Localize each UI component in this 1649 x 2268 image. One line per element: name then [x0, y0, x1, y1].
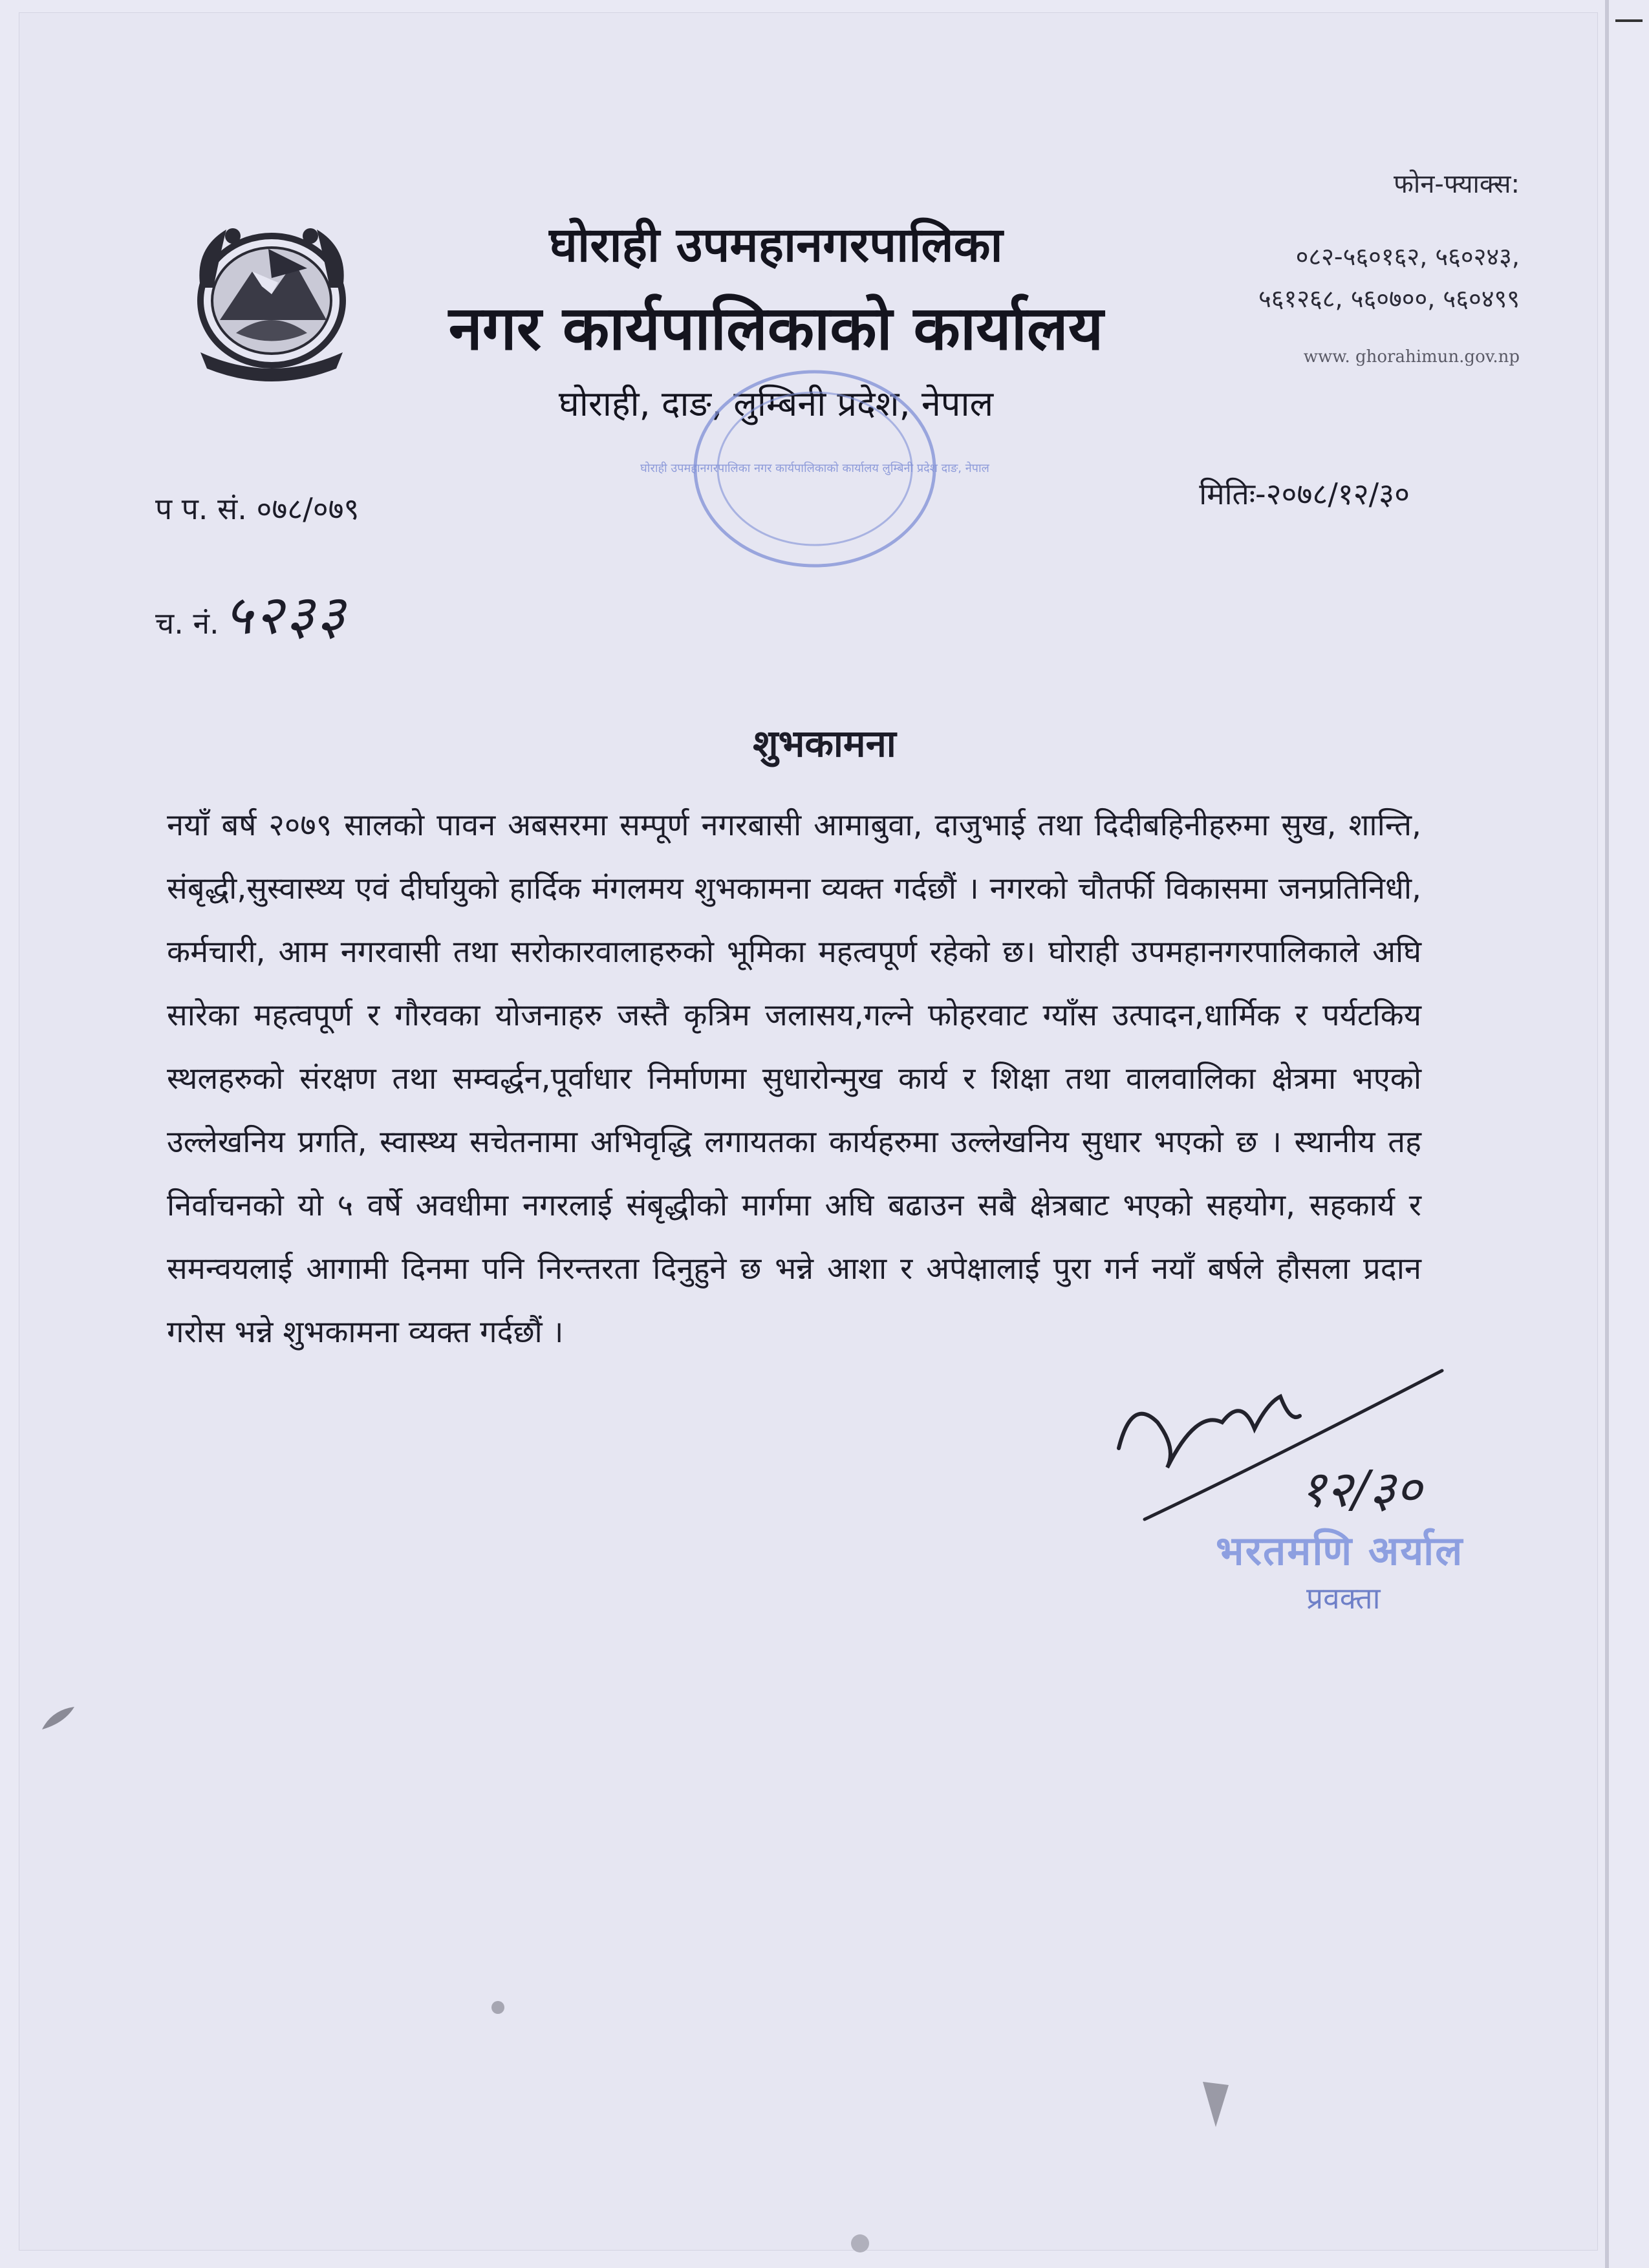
- signatory-name: भरतमणि अर्याल: [1216, 1527, 1464, 1574]
- scan-speck: [847, 2231, 873, 2256]
- website-link[interactable]: www. ghorahimun.gov.np: [1303, 347, 1520, 367]
- scan-edge: [1605, 0, 1609, 2268]
- letter-date: मितिः-२०७८/१२/३०: [1199, 476, 1410, 511]
- nepal-emblem-logo: [175, 210, 369, 385]
- letter-title: शुभकामना: [753, 722, 896, 765]
- scan-corner-mark: [1615, 19, 1643, 22]
- fiscal-year-ref: प प. सं. ०७८/०७९: [155, 491, 360, 526]
- org-name: घोराही उपमहानगरपालिका: [549, 217, 1003, 273]
- phone-fax-label: फोन-फ्याक्स:: [1394, 169, 1520, 199]
- signatory-role: प्रवक्ता: [1306, 1581, 1381, 1616]
- dispatch-number-row: [155, 575, 347, 650]
- dispatch-number-label: च. नं.: [155, 606, 219, 641]
- phone-numbers-line-2: ५६१२६८, ५६०७००, ५६०४९९: [1258, 284, 1520, 313]
- stamp-text: घोराही उपमहानगरपालिका नगर कार्यपालिकाको कार्यालय लुम्बिनी प्रदेश दाङ, नेपाल: [640, 462, 989, 475]
- office-address: घोराही, दाङ, लुम्बिनी प्रदेश, नेपाल: [558, 383, 994, 424]
- signature-date: १२/३०: [1300, 1460, 1422, 1519]
- office-name: नगर कार्यपालिकाको कार्यालय: [448, 294, 1104, 364]
- letter-body: नयाँ बर्ष २०७९ सालको पावन अबसरमा सम्पूर्ण नगरबासी आमाबुवा, दाजुभाई तथा दिदीबहिनीहरुमा सुख, शान्ति, संबृद्धी,सुस्वास्थ्य एवं दीर्घायुको हार्दिक मंगलमय शुभकामना व्यक्त गर्दछौं । नगरको चौतर्फी विकासमा जनप्रतिनिधी, कर्मचारी, आम नगरवासी तथा सरोकारवालाहरुको भूमिका महत्वपूर्ण रहेको छ। घोराही उपमहानगरपालिकाले अघि सारेका महत्वपूर्ण र गौरवका योजनाहरु जस्तै कृत्रिम जलासय,गल्ने फोहरवाट ग्याँस उत्पादन,धार्मिक र पर्यटकिय स्थलहरुको संरक्षण तथा सम्वर्द्धन,पूर्वाधार निर्माणमा सुधारोन्मुख कार्य र शिक्षा तथा वालवालिका क्षेत्रमा भएको उल्लेखनिय प्रगति, स्वास्थ्य सचेतनामा अभिवृद्धि लगायतका कार्यहरुमा उल्लेखनिय सुधार भएको छ । स्थानीय तह निर्वाचनको यो ५ वर्षे अवधीमा नगरलाई संबृद्धीको मार्गमा अघि बढाउन सबै क्षेत्रबाट भएको सहयोग, सहकार्य र समन्वयलाई आगामी दिनमा पनि निरन्तरता दिनुहुने छ भन्ने आशा र अपेक्षालाई पुरा गर्न नयाँ बर्षले हौसला प्रदान गरोस भन्ने शुभकामना व्यक्त गर्दछौं ।: [167, 808, 1421, 1350]
- scan-speck: [39, 1704, 78, 1736]
- dispatch-number: ५२३३: [224, 583, 348, 647]
- phone-numbers-line-1: ०८२-५६०१६२, ५६०२४३,: [1295, 242, 1520, 271]
- office-stamp: [640, 362, 989, 575]
- scan-speck: [1200, 2079, 1232, 2130]
- scan-speck: [485, 1998, 511, 2017]
